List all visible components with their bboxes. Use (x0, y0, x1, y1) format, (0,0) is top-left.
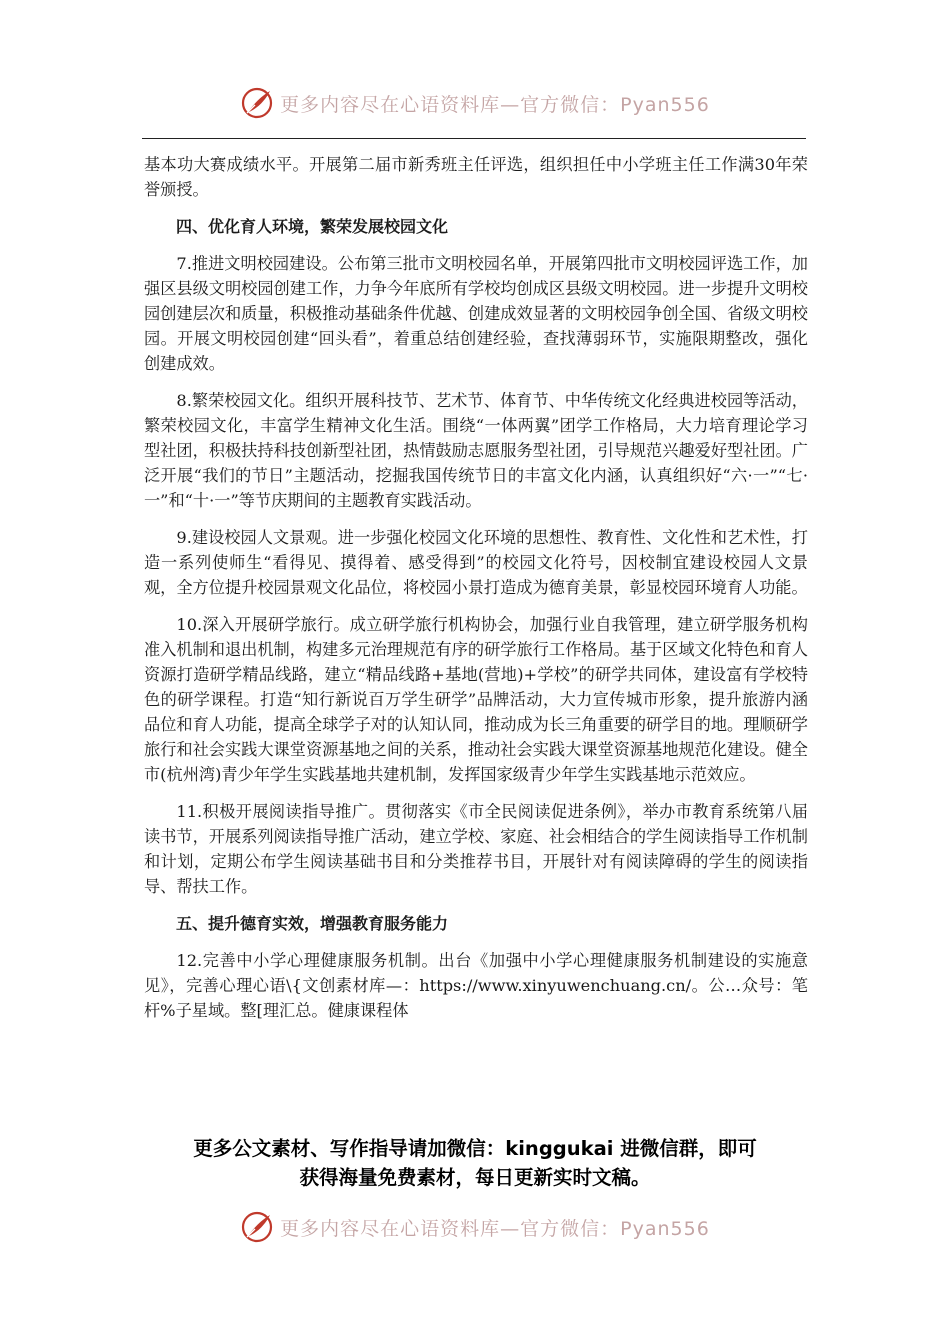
header-banner-text: 更多内容尽在心语资料库—官方微信：Pyan556 (280, 93, 710, 116)
section-heading-4: 四、优化育人环境，繁荣发展校园文化 (176, 217, 449, 236)
footer-banner (0, 1207, 950, 1247)
paragraph-10: 10.深入开展研学旅行。成立研学旅行机构协会，加强行业自我管理，建立研学服务机构准入机制和退出机制，构建多元治理规范有序的研学旅行工作格局。基于区域文化特色和育人资源打造研学精品线路，建立“精品线路+基地(营地)+学校”的研学共同体，建设富有学校特色的研学课程。打造“知行新说百万学生研学”品牌活动，大力宣传城市形象，提升旅游内涵品位和育人功能，提高全球学子对的认知认同，推动成为长三角重要的研学目的地。理顺研学旅行和社会实践大课堂资源基地之间的关系，推动社会实践大课堂资源基地规范化建设。健全市(杭州湾)青少年学生实践基地共建机制，发挥国家级青少年学生实践基地示范效应。 (144, 615, 808, 784)
paragraph-9: 9.建设校园人文景观。进一步强化校园文化环境的思想性、教育性、文化性和艺术性，打造一系列使师生“看得见、摸得着、感受得到”的校园文化符号，因校制宜建设校园人文景观，全方位提升校园景观文化品位，将校园小景打造成为德育美景，彰显校园环境育人功能。 (144, 528, 808, 597)
footer-banner-text: 更多内容尽在心语资料库—官方微信：Pyan556 (280, 1217, 710, 1240)
notice-line-1: 更多公文素材、写作指导请加微信：kinggukai 进微信群，即可 (193, 1137, 757, 1160)
header-divider (142, 138, 806, 139)
paragraph-7: 7.推进文明校园建设。公布第三批市文明校园名单，开展第四批市文明校园评选工作，加强区县级文明校园创建工作，力争今年底所有学校均创成区县级文明校园。进一步提升文明校园创建层次和质量，积极推动基础条件优越、创建成效显著的文明校园争创全国、省级文明校园。开展文明校园创建“回头看”，着重总结创建经验，查找薄弱环节，实施限期整改，强化创建成效。 (144, 254, 808, 373)
quill-logo-icon (240, 1210, 274, 1244)
header-banner (0, 83, 950, 123)
notice-line-2: 获得海量免费素材，每日更新实时文稿。 (299, 1166, 651, 1189)
quill-logo-icon (240, 86, 274, 120)
wechat-notice (120, 1134, 830, 1192)
section-heading-5: 五、提升德育实效，增强教育服务能力 (176, 914, 449, 933)
paragraph-8: 8.繁荣校园文化。组织开展科技节、艺术节、体育节、中华传统文化经典进校园等活动，繁荣校园文化，丰富学生精神文化生活。围绕“一体两翼”团学工作格局，大力培育理论学习型社团，积极扶持科技创新型社团，热情鼓励志愿服务型社团，引导规范兴趣爱好型社团。广泛开展“我们的节日”主题活动，挖掘我国传统节日的丰富文化内涵，认真组织好“六·一”“七·一”和“十·一”等节庆期间的主题教育实践活动。 (144, 391, 808, 510)
document-body (144, 152, 808, 1035)
paragraph-11: 11.积极开展阅读指导推广。贯彻落实《市全民阅读促进条例》，举办市教育系统第八届读书节，开展系列阅读指导推广活动，建立学校、家庭、社会相结合的学生阅读指导工作机制和计划，定期公布学生阅读基础书目和分类推荐书目，开展针对有阅读障碍的学生的阅读指导、帮扶工作。 (144, 802, 808, 896)
paragraph-intro: 基本功大赛成绩水平。开展第二届市新秀班主任评选，组织担任中小学班主任工作满30年荣誉颁授。 (144, 155, 808, 199)
paragraph-12: 12.完善中小学心理健康服务机制。出台《加强中小学心理健康服务机制建设的实施意见》，完善心理心语\{文创素材库—：https://www.xinyuwenchuang.cn/。公…众号：笔杆%子星域。整[理汇总。健康课程体 (144, 951, 808, 1020)
